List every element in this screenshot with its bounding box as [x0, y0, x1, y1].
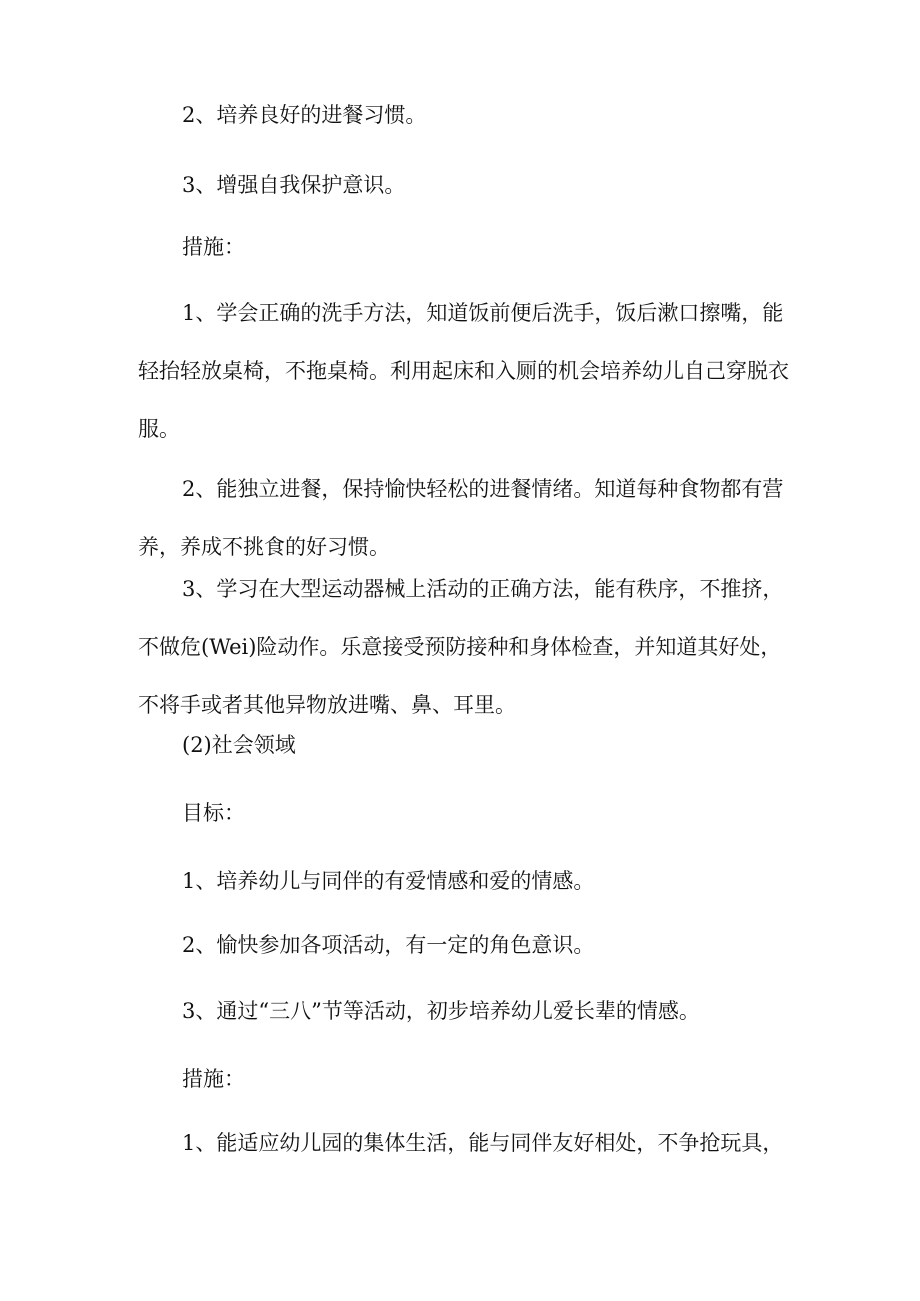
paragraph-social-goal-3: 3、通过“三八”节等活动，初步培养幼儿爱长辈的情感。	[182, 999, 700, 1023]
paragraph-social-goal-2: 2、愉快参加各项活动，有一定的角色意识。	[182, 933, 595, 957]
paragraph-measure-2: 2、能独立进餐，保持愉快轻松的进餐情绪。知道每种食物都有营养，养成不挑食的好习惯。	[138, 477, 784, 559]
paragraph-social-measures-heading: 措施：	[182, 1067, 245, 1091]
paragraph-goals-heading: 目标：	[182, 801, 245, 825]
paragraph-measure-3: 3、学习在大型运动器械上活动的正确方法，能有秩序，不推挤，不做危(Wei)险动作。乐意接受预防接种和身体检查，并知道其好处，不将手或者其他异物放进嘴、鼻、耳里。	[138, 577, 784, 717]
paragraph-measure-1: 1、学会正确的洗手方法，知道饭前便后洗手，饭后漱口擦嘴，能轻抬轻放桌椅，不拖桌椅。利用起床和入厕的机会培养幼儿自己穿脱衣服。	[138, 301, 789, 441]
paragraph-social-domain-heading: (2)社会领域	[182, 733, 296, 757]
paragraph-goal-2: 2、培养良好的进餐习惯。	[182, 103, 427, 127]
paragraph-social-goal-1: 1、培养幼儿与同伴的有爱情感和爱的情感。	[182, 869, 595, 893]
paragraph-measures-heading: 措施：	[182, 235, 245, 259]
paragraph-goal-3: 3、增强自我保护意识。	[182, 173, 406, 197]
paragraph-social-measure-1: 1、能适应幼儿园的集体生活，能与同伴友好相处，不争抢玩具，	[182, 1131, 784, 1155]
